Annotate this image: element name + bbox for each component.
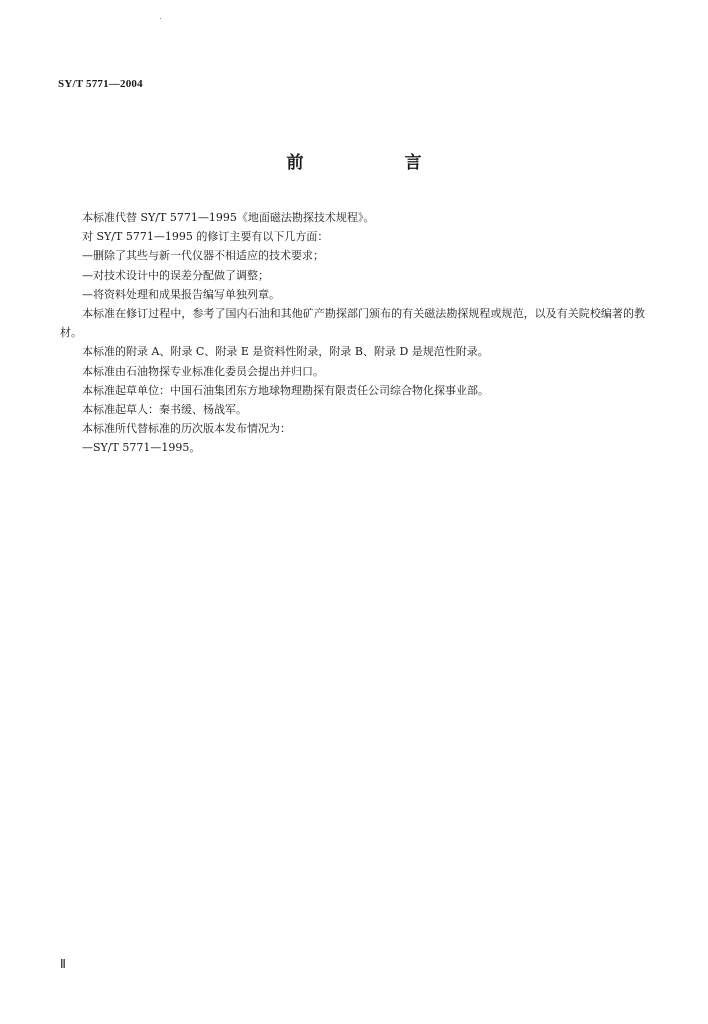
standard-code-header: SY/T 5771—2004	[58, 78, 143, 90]
list-item-revision-2: —对技术设计中的误差分配做了调整；	[82, 268, 269, 282]
scan-speck	[160, 18, 161, 19]
page-title: 前 言	[286, 153, 464, 173]
paragraph-revision-intro: 对 SY/T 5771—1995 的修订主要有以下几方面：	[82, 230, 329, 244]
paragraph-appendices: 本标准的附录 A、附录 C、附录 E 是资料性附录，附录 B、附录 D 是规范性附录。	[82, 345, 489, 359]
list-item-revision-3: —将资料处理和成果报告编写单独列章。	[82, 287, 280, 301]
paragraph-drafters: 本标准起草人：秦书缓、杨战军。	[82, 403, 247, 417]
paragraph-history-intro: 本标准所代替标准的历次版本发布情况为：	[82, 422, 291, 436]
foreword-body	[60, 208, 645, 458]
paragraph-drafting-unit: 本标准起草单位：中国石油集团东方地球物理勘探有限责任公司综合物化探事业部。	[82, 383, 489, 397]
paragraph-replaces: 本标准代替 SY/T 5771—1995《地面磁法勘探技术规程》。	[82, 211, 375, 224]
list-item-revision-1: —删除了其些与新一代仪器不相适应的技术要求；	[82, 249, 324, 263]
paragraph-references: 本标准在修订过程中，参考了国内石油和其他矿产勘探部门颁布的有关磁法勘探规程或规范，以及有关院校编著的教材。	[60, 307, 645, 340]
page-number: Ⅱ	[60, 957, 66, 971]
list-item-history-1: —SY/T 5771—1995。	[82, 441, 201, 455]
paragraph-proposer: 本标准由石油物探专业标准化委员会提出并归口。	[82, 364, 324, 378]
